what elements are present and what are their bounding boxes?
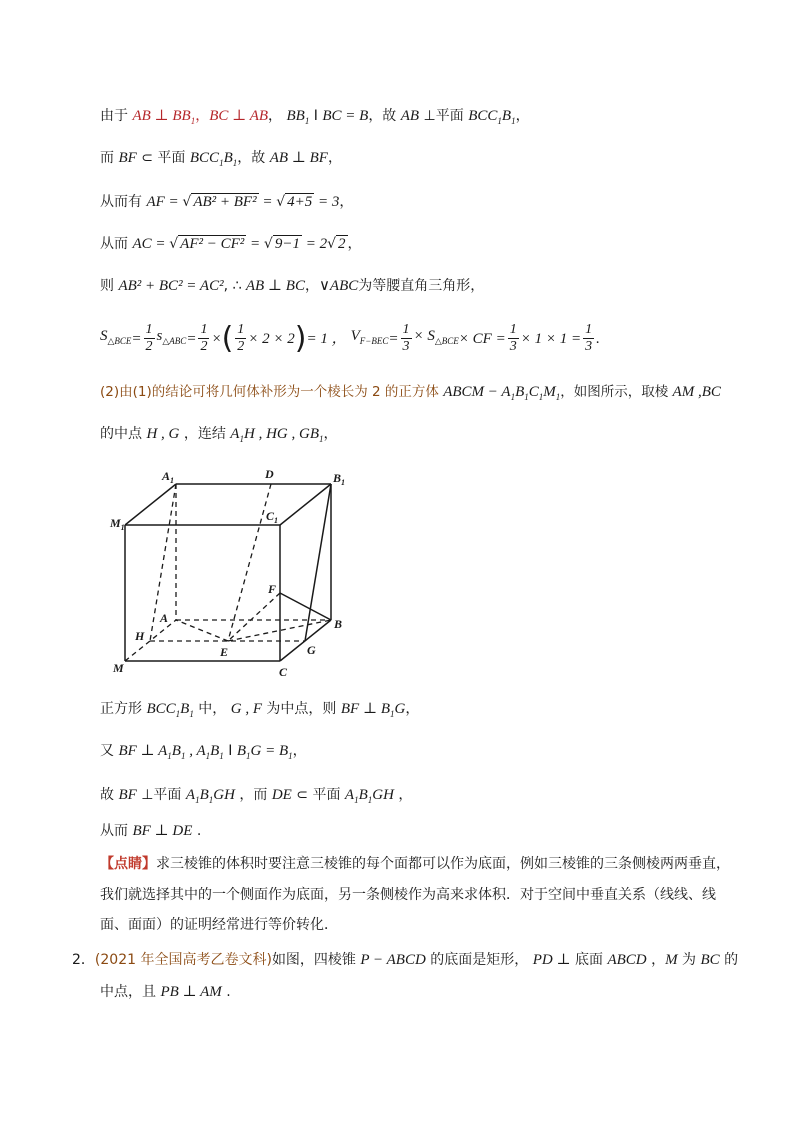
math-am: AM bbox=[672, 384, 695, 400]
math-eq: = bbox=[388, 330, 399, 347]
math-pb-perp-am: PB ⊥ AM bbox=[160, 984, 222, 1000]
math-sqrt-radicand: 9−1 bbox=[274, 236, 300, 252]
tip-line-2 bbox=[100, 885, 716, 905]
proof2-line-1 bbox=[100, 699, 419, 724]
math-s-abc: $s_{\triangle ABC}$ bbox=[156, 328, 187, 346]
proof-line-5 bbox=[100, 276, 484, 296]
math-g: G bbox=[168, 426, 180, 442]
text: ， bbox=[327, 150, 342, 166]
math-bf: BF bbox=[118, 787, 137, 803]
math-eq: = bbox=[246, 236, 264, 252]
text: 底面 bbox=[570, 952, 608, 968]
text: , bbox=[694, 384, 702, 400]
text: ， bbox=[646, 952, 666, 968]
math-inner: × 2 × 2 bbox=[248, 330, 295, 347]
edge-c1-b1 bbox=[280, 484, 331, 525]
math-bc-eq-b: BC = B bbox=[322, 108, 369, 124]
math-product: × 1 × 1 = bbox=[520, 330, 582, 347]
label-d: D bbox=[265, 467, 274, 481]
label-c: C bbox=[279, 665, 288, 679]
question-source: (2021 年全国高考乙卷文科) bbox=[94, 952, 272, 968]
text: 如图，四棱锥 bbox=[271, 952, 361, 968]
text: ⊂ 平面 bbox=[291, 787, 345, 803]
edge-m1-a1 bbox=[125, 484, 176, 525]
text: 为中点，则 bbox=[261, 701, 341, 717]
tip-line-3 bbox=[100, 915, 338, 935]
proof-line-2 bbox=[100, 148, 342, 173]
cube-figure bbox=[100, 460, 360, 680]
math-bcc1b1: $BCC_1B_1$ bbox=[189, 150, 238, 168]
math-a1b1gh: $A_1B_1GH$ bbox=[344, 787, 394, 805]
text: I bbox=[309, 108, 323, 124]
text: (2)由(1)的结论可将几何体补形为一个棱长为 2 的正方体 bbox=[100, 384, 444, 400]
fraction: $\frac{1}{3}$ bbox=[585, 322, 593, 354]
text: 由于 bbox=[100, 108, 133, 124]
part2-line-1 bbox=[100, 382, 721, 407]
question-2-line-1 bbox=[72, 950, 738, 970]
math-abcd: ABCD bbox=[607, 952, 647, 968]
text: 的 bbox=[719, 952, 739, 968]
part2-line-2 bbox=[100, 424, 337, 449]
math-eq: = bbox=[186, 330, 197, 347]
hidden-segment-d-e bbox=[228, 484, 271, 641]
text: 又 bbox=[100, 743, 119, 759]
tip-line-1 bbox=[100, 854, 730, 874]
math-sqrt-radicand: AB² + BF² bbox=[193, 194, 257, 210]
label-e: E bbox=[220, 645, 229, 659]
math-result: = 3 bbox=[314, 194, 340, 210]
text: . bbox=[192, 823, 202, 839]
paren-left: ( bbox=[221, 320, 234, 356]
text: 的中点 bbox=[100, 426, 147, 442]
math-bf-perp-b1g: BF ⊥ $B_1G$ bbox=[340, 701, 406, 719]
math-af: AF = bbox=[146, 194, 183, 210]
math-eq: = 1 ， bbox=[306, 330, 347, 347]
text: ， bbox=[393, 787, 413, 803]
hidden-segment-e-a bbox=[176, 620, 228, 641]
text: 中， bbox=[193, 701, 231, 717]
text: , bbox=[157, 426, 169, 442]
math-p-abcd: P − ABCD bbox=[360, 952, 426, 968]
text: 我们就选择其中的一个侧面作为底面，另一条侧棱作为高来求体积．对于空间中垂直关系（线线、线 bbox=[100, 887, 716, 903]
text: ，如图所示，取棱 bbox=[560, 384, 673, 400]
question-number: 2． bbox=[72, 952, 95, 968]
text: ， bbox=[515, 108, 530, 124]
proof-line-3: 从而有 AF = √ AB² + BF² = √ 4+5 = 3， bbox=[100, 194, 354, 210]
text: ， bbox=[268, 108, 283, 124]
fraction: $\frac{1}{3}$ bbox=[509, 322, 517, 354]
text: ⊂ 平面 bbox=[136, 150, 190, 166]
math-bc: BC bbox=[701, 384, 721, 400]
segment-f-b bbox=[280, 593, 331, 620]
text: 为等腰直角三角形， bbox=[358, 278, 485, 294]
text: , bbox=[185, 743, 197, 759]
math-bcc1b1: $BCC_1B_1$ bbox=[146, 701, 194, 719]
text: ， bbox=[347, 236, 362, 252]
text: 正方形 bbox=[100, 701, 147, 717]
math-bc-perp-ab: BC ⊥ AB bbox=[209, 108, 269, 124]
text: ，故 bbox=[368, 108, 401, 124]
text: ， bbox=[323, 426, 338, 442]
text: . bbox=[221, 984, 231, 1000]
math-bf-perp-a1b1: BF ⊥ $A_1B_1$ bbox=[118, 743, 186, 761]
math-bf-perp-de: BF ⊥ DE bbox=[132, 823, 193, 839]
text: , bbox=[254, 426, 267, 442]
math-sqrt-radicand: 4+5 bbox=[287, 194, 313, 210]
text: . bbox=[596, 330, 600, 347]
proof-line-6-formula bbox=[100, 322, 600, 355]
math-pd-perp: PD ⊥ bbox=[532, 952, 571, 968]
label-a1: $A_1$ bbox=[162, 469, 175, 485]
math-ac: AC = bbox=[132, 236, 170, 252]
label-c1: $C_1$ bbox=[266, 509, 279, 525]
label-m1: $M_1$ bbox=[110, 516, 125, 532]
text: ，连结 bbox=[179, 426, 231, 442]
math-a1b1gh: $A_1B_1GH$ bbox=[185, 787, 235, 805]
math-b1g-eq-b1: $B_1G = B_1$ bbox=[236, 743, 293, 761]
math-m: M bbox=[665, 952, 678, 968]
text: ，故 bbox=[237, 150, 270, 166]
math-bb1: $BB_1$ bbox=[286, 108, 310, 126]
text: I bbox=[223, 743, 237, 759]
fraction: $\frac{1}{2}$ bbox=[145, 322, 153, 354]
math-eq: = bbox=[131, 330, 142, 347]
text: 为 bbox=[677, 952, 701, 968]
text: 的底面是矩形， bbox=[425, 952, 533, 968]
label-b1: $B_1$ bbox=[333, 471, 346, 487]
text: ， bbox=[195, 108, 210, 124]
math-eq: = bbox=[258, 194, 277, 210]
math-plane-bcc1b1: $BCC_1B_1$ bbox=[468, 108, 516, 126]
label-m: M bbox=[113, 661, 124, 675]
math-s-bce: × $S_{\triangle BCE}$ bbox=[413, 328, 459, 346]
math-result: = 2 bbox=[301, 236, 328, 252]
text: 求三棱锥的体积时要注意三棱锥的每个面都可以作为底面，例如三棱锥的三条侧棱两两垂直， bbox=[156, 856, 730, 872]
label-h: H bbox=[135, 629, 145, 643]
text: 面、面面）的证明经常进行等价转化． bbox=[100, 917, 338, 933]
math-times: × bbox=[211, 330, 222, 347]
text: , ∴ bbox=[223, 278, 246, 294]
text: ⊥平面 bbox=[136, 787, 186, 803]
text: , bbox=[241, 701, 253, 717]
text: 从而 bbox=[100, 236, 133, 252]
text: 故 bbox=[100, 787, 119, 803]
text: ， bbox=[292, 743, 307, 759]
math-a1h: $A_1H$ bbox=[230, 426, 255, 444]
text: ， bbox=[405, 701, 420, 717]
math-cube: ABCM − $A_1B_1C_1M_1$ bbox=[443, 384, 561, 402]
math-pythagoras: AB² + BC² = AC² bbox=[118, 278, 224, 294]
math-sqrt-radicand: AF² − CF² bbox=[180, 236, 245, 252]
math-v-fbec: $V_{F-BEC}$ bbox=[350, 328, 389, 346]
text: 中点，且 bbox=[100, 984, 161, 1000]
text: 而 bbox=[100, 150, 119, 166]
proof-line-1 bbox=[100, 106, 530, 131]
text: ⊥平面 bbox=[419, 108, 469, 124]
math-g: G bbox=[230, 701, 242, 717]
label-b: B bbox=[334, 617, 343, 631]
text: 从而有 bbox=[100, 194, 147, 210]
text: 则 bbox=[100, 278, 119, 294]
math-ab-perp-bc: AB ⊥ BC bbox=[245, 278, 305, 294]
math-ab-perp-bf: AB ⊥ BF bbox=[269, 150, 328, 166]
math-bf: BF bbox=[118, 150, 137, 166]
label-f: F bbox=[268, 582, 277, 596]
question-2-line-2 bbox=[100, 982, 231, 1002]
math-h: H bbox=[146, 426, 158, 442]
math-a1b1: $A_1B_1$ bbox=[196, 743, 224, 761]
math-cf: × CF = bbox=[458, 330, 506, 347]
text: ， bbox=[339, 194, 354, 210]
hidden-segment-f-e bbox=[228, 593, 280, 641]
text: 从而 bbox=[100, 823, 133, 839]
math-s-bce: $S_{\triangle BCE}$ bbox=[100, 328, 132, 346]
math-de: DE bbox=[271, 787, 292, 803]
text: ， bbox=[304, 278, 319, 294]
fraction: $\frac{1}{2}$ bbox=[200, 322, 208, 354]
proof-line-4: 从而 AC = √ AF² − CF² = √ 9−1 = 2√ 2 ， bbox=[100, 236, 362, 252]
proof2-line-3 bbox=[100, 785, 412, 810]
paren-right: ) bbox=[294, 320, 307, 356]
math-f: F bbox=[252, 701, 262, 717]
proof2-line-4 bbox=[100, 821, 201, 841]
label-g: G bbox=[307, 643, 316, 657]
math-triangle-abc: ∨ABC bbox=[318, 278, 359, 294]
text: ，而 bbox=[234, 787, 272, 803]
tip-label: 【点睛】 bbox=[100, 856, 156, 872]
fraction: $\frac{1}{2}$ bbox=[237, 322, 245, 354]
math-ab: AB bbox=[400, 108, 420, 124]
math-hg: HG bbox=[266, 426, 288, 442]
math-ab-perp-bb1: AB ⊥ $BB_1$ bbox=[132, 108, 196, 126]
fraction: $\frac{1}{3}$ bbox=[402, 322, 410, 354]
math-bc: BC bbox=[700, 952, 720, 968]
math-sqrt-radicand: 2 bbox=[338, 236, 346, 252]
label-a: A bbox=[160, 611, 169, 625]
text: , bbox=[287, 426, 299, 442]
math-gb1: $GB_1$ bbox=[298, 426, 324, 444]
proof2-line-2 bbox=[100, 741, 307, 766]
